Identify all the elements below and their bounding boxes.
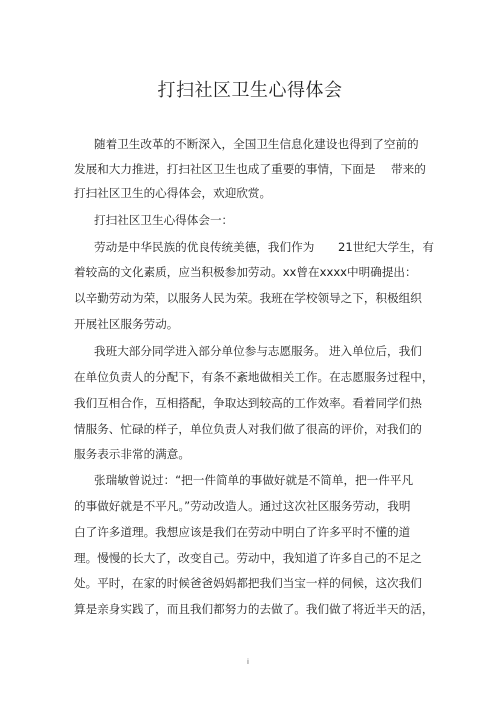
- document-title: 打扫社区卫生心得体会: [157, 80, 343, 101]
- text-line: 开展社区服务劳动。: [74, 317, 179, 331]
- page-number: i: [247, 658, 249, 666]
- text-line: 进入单位后，我们: [329, 344, 422, 358]
- text-line: 张瑞敏曾说过：“把一件简单的事做好就是不简单，把一件平凡: [94, 473, 414, 487]
- section-heading: 打扫社区卫生心得体会一：: [94, 213, 234, 227]
- text-line: 处。平时，在家的时候爸爸妈妈都把我们当宝一样的伺候，这次我们: [74, 576, 422, 590]
- text-line: 情服务、忙碌的样子，单位负责人对我们做了很高的评价，对我们的: [74, 422, 422, 436]
- text-line: 的事做好就是不平凡。”劳动改造人。通过这次社区服务劳动，我明: [74, 499, 411, 513]
- text-line: 服务表示非常的满意。: [74, 447, 190, 461]
- text-line: 着较高的文化素质，应当积极参加劳动。xx曾在xxxx中明确提出：: [74, 265, 417, 279]
- text-line: 劳动是中华民族的优良传统美德，我们作为: [94, 240, 315, 254]
- text-line: 算是亲身实践了，而且我们都努力的去做了。我们做了将近半天的活，: [74, 602, 434, 616]
- text-line: 我班大部分同学进入部分单位参与志愿服务。: [94, 344, 326, 358]
- text-line: 带来的: [391, 162, 426, 176]
- text-line: 21世纪大学生，有: [338, 240, 434, 254]
- text-line: 白了许多道理。我想应该是我们在劳动中明白了许多平时不懂的道: [74, 525, 411, 539]
- text-line: 理。慢慢的长大了，改变自己。劳动中，我知道了许多自己的不足之: [74, 551, 422, 565]
- text-line: 以辛勤劳动为荣，以服务人民为荣。我班在学校领导之下，积极组织: [74, 291, 422, 305]
- text-line: 打扫社区卫生的心得体会，欢迎欣赏。: [74, 186, 272, 200]
- text-line: 我们互相合作，互相搭配，争取达到较高的工作效率。看着同学们热: [74, 396, 422, 410]
- text-line: 在单位负责人的分配下，有条不紊地做相关工作。在志愿服务过程中，: [74, 370, 434, 384]
- text-line: 发展和大力推进，打扫社区卫生也成了重要的事情，下面是: [74, 162, 376, 176]
- text-line: 随着卫生改革的不断深入，全国卫生信息化建设也得到了空前的: [94, 137, 419, 151]
